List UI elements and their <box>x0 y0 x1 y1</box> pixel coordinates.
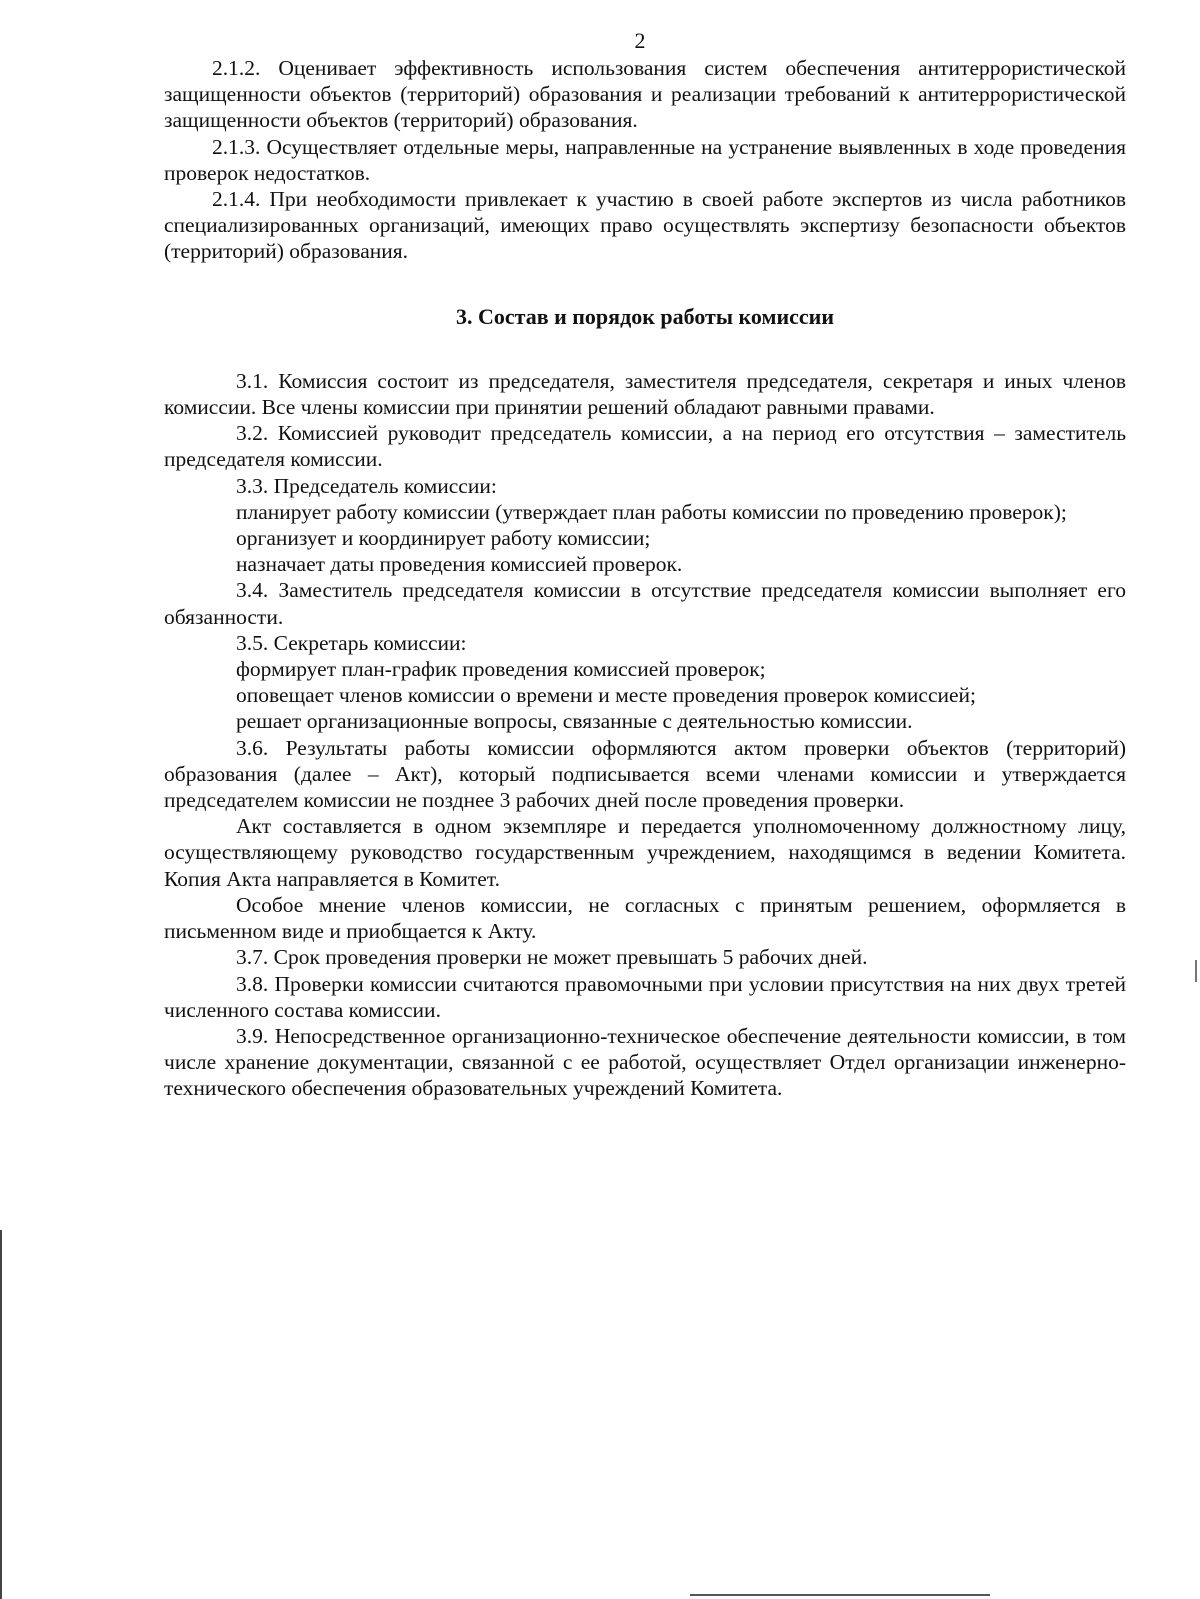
paragraph-3-6: 3.6. Результаты работы комиссии оформляются актом проверки объектов (территорий) образования (далее – Акт), который подписывается всеми членами комиссии и утверждается председателем комиссии не позднее 3 рабочих дней после проведения проверки. <box>164 735 1126 813</box>
paragraph-2-1-2: 2.1.2. Оценивает эффективность использования систем обеспечения антитеррористической защищенности объектов (территорий) образования и реализации требований к антитеррористической защищенности объектов (территорий) образования. <box>164 56 1126 133</box>
secretary-duty-notify: оповещает членов комиссии о времени и месте проведения проверок комиссией; <box>236 683 977 708</box>
chair-duty-dates: назначает даты проведения комиссией проверок. <box>236 552 683 577</box>
scan-edge-line-left <box>0 1230 2 1599</box>
paragraph-dissenting-opinion: Особое мнение членов комиссии, не согласных с принятым решением, оформляется в письменном виде и приобщается к Акту. <box>164 892 1126 944</box>
page-number: 2 <box>634 28 646 53</box>
chair-duty-plan: планирует работу комиссии (утверждает план работы комиссии по проведению проверок); <box>236 499 1067 524</box>
scan-edge-tick-right <box>1195 960 1197 982</box>
paragraph-2-1-3: 2.1.3. Осуществляет отдельные меры, направленные на устранение выявленных в ходе проведения проверок недостатков. <box>164 134 1126 185</box>
secretary-duty-organize: решает организационные вопросы, связанные с деятельностью комиссии. <box>236 709 913 734</box>
paragraph-3-3: 3.3. Председатель комиссии: <box>236 473 497 498</box>
paragraph-3-8: 3.8. Проверки комиссии считаются правомочными при условии присутствия на них двух третей численного состава комиссии. <box>164 971 1126 1022</box>
paragraph-3-4: 3.4. Заместитель председателя комиссии в отсутствие председателя комиссии выполняет его обязанности. <box>164 578 1126 629</box>
paragraph-3-7: 3.7. Срок проведения проверки не может превышать 5 рабочих дней. <box>236 945 868 970</box>
chair-duty-organize: организует и координирует работу комиссии; <box>236 526 651 551</box>
document-body <box>164 55 1126 1102</box>
paragraph-3-2: 3.2. Комиссией руководит председатель комиссии, а на период его отсутствия – заместитель председателя комиссии. <box>164 421 1126 472</box>
paragraph-act-copy: Акт составляется в одном экземпляре и передается уполномоченному должностному лицу, осуществляющему руководство государственным учреждением, находящимся в ведении Комитета. Копия Акта направляется в Комитет. <box>164 814 1126 891</box>
paragraph-3-1: 3.1. Комиссия состоит из председателя, заместителя председателя, секретаря и иных членов комиссии. Все члены комиссии при принятии решений обладают равными правами. <box>164 368 1126 420</box>
paragraph-3-5: 3.5. Секретарь комиссии: <box>236 630 467 655</box>
scan-edge-line-bottom <box>690 1594 990 1596</box>
paragraph-2-1-4: 2.1.4. При необходимости привлекает к участию в своей работе экспертов из числа работников специализированных организаций, имеющих право осуществлять экспертизу безопасности объектов (территорий) образования. <box>164 187 1126 264</box>
section-3-heading: 3. Состав и порядок работы комиссии <box>455 303 835 329</box>
paragraph-3-9: 3.9. Непосредственное организационно-техническое обеспечение деятельности комиссии, в том числе хранение документации, связанной с ее работой, осуществляет Отдел организации инженерно-технического обеспечения образовательных учреждений Комитета. <box>164 1023 1126 1101</box>
secretary-duty-schedule: формирует план-график проведения комиссией проверок; <box>236 657 766 682</box>
